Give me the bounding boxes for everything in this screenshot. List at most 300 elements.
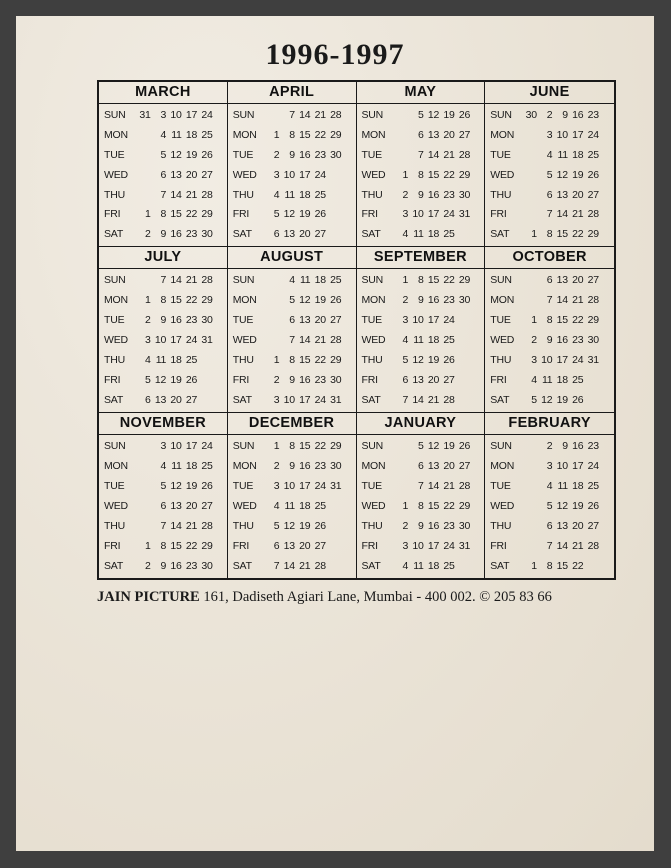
date-cell: 28 xyxy=(201,274,213,287)
date-cell: 26 xyxy=(330,294,342,307)
date-cell: 14 xyxy=(170,274,182,287)
date-cell: 5 xyxy=(402,353,408,366)
date-cell: 12 xyxy=(556,168,568,181)
date-cell: 3 xyxy=(546,459,553,472)
date-cell: 21 xyxy=(572,539,584,552)
date-cell: 9 xyxy=(546,333,553,346)
date-cell: 7 xyxy=(289,333,295,346)
date-cell: 19 xyxy=(443,108,455,121)
date-cell: 2 xyxy=(402,188,408,201)
date-cell: 15 xyxy=(170,208,182,221)
date-cell: 9 xyxy=(289,148,295,161)
date-cell: 9 xyxy=(160,228,166,241)
date-cell: 12 xyxy=(427,108,439,121)
date-cell: 8 xyxy=(160,208,166,221)
weekday-label: THU xyxy=(361,353,383,366)
weekday-label: FRI xyxy=(361,208,378,221)
date-cell: 15 xyxy=(427,499,439,512)
date-cell: 14 xyxy=(299,333,311,346)
date-cell: 3 xyxy=(144,333,151,346)
date-cell: 23 xyxy=(443,294,455,307)
date-cell: 17 xyxy=(427,208,439,221)
date-cell: 1 xyxy=(402,168,408,181)
weekday-label: TUE xyxy=(490,479,511,492)
date-cell: 27 xyxy=(458,128,470,141)
weekday-label: SUN xyxy=(104,439,126,452)
weekday-label: TUE xyxy=(361,314,382,327)
date-cell: 19 xyxy=(299,519,311,532)
date-cell: 6 xyxy=(402,373,408,386)
date-cell: 21 xyxy=(314,333,326,346)
date-cell: 28 xyxy=(587,208,599,221)
date-cell: 5 xyxy=(417,108,424,121)
date-cell: 2 xyxy=(531,333,537,346)
date-cell: 25 xyxy=(587,148,599,161)
date-cell: 20 xyxy=(299,539,311,552)
date-cell: 12 xyxy=(427,439,439,452)
date-cell: 19 xyxy=(572,168,584,181)
date-cell: 26 xyxy=(587,168,599,181)
weekday-label: TUE xyxy=(361,479,382,492)
date-cell: 10 xyxy=(170,439,182,452)
date-cell: 30 xyxy=(330,373,342,386)
weekday-label: THU xyxy=(490,188,512,201)
weekday-label: SUN xyxy=(232,108,255,121)
weekday-label: WED xyxy=(361,168,386,181)
date-cell: 12 xyxy=(556,499,568,512)
weekday-label: SUN xyxy=(490,274,512,287)
date-cell: 16 xyxy=(427,294,439,307)
date-cell: 7 xyxy=(546,208,553,221)
date-cell: 10 xyxy=(412,314,424,327)
weekday-row xyxy=(228,371,356,389)
month-block-january xyxy=(357,413,486,578)
weekday-label: WED xyxy=(232,499,257,512)
weekday-row xyxy=(228,205,356,223)
weekday-label: SUN xyxy=(232,439,255,452)
date-cell: 14 xyxy=(556,208,568,221)
date-cell: 28 xyxy=(330,108,342,121)
date-cell: 6 xyxy=(546,519,553,532)
weekday-label: SUN xyxy=(232,274,255,287)
weekday-row xyxy=(357,126,485,144)
date-cell: 13 xyxy=(556,188,568,201)
weekday-row xyxy=(228,477,356,495)
date-cell: 4 xyxy=(273,188,280,201)
weekday-row xyxy=(99,126,227,144)
weekday-label: SUN xyxy=(104,108,126,121)
date-cell: 31 xyxy=(139,108,151,121)
weekday-row xyxy=(228,106,356,124)
date-cell: 8 xyxy=(546,228,553,241)
date-cell: 25 xyxy=(587,479,599,492)
date-cell: 5 xyxy=(160,148,166,161)
date-cell: 7 xyxy=(160,274,166,287)
date-cell: 23 xyxy=(185,314,197,327)
weekday-row xyxy=(357,537,485,555)
weekday-row xyxy=(228,311,356,329)
date-cell: 3 xyxy=(531,353,537,366)
date-cell: 16 xyxy=(556,333,568,346)
date-cell: 9 xyxy=(160,314,166,327)
weekday-label: WED xyxy=(361,499,386,512)
date-cell: 18 xyxy=(572,479,584,492)
date-cell: 4 xyxy=(402,333,408,346)
date-cell: 17 xyxy=(299,393,311,406)
date-cell: 10 xyxy=(283,393,295,406)
date-cell: 27 xyxy=(314,228,326,241)
weekday-row xyxy=(357,311,485,329)
date-cell: 21 xyxy=(427,393,439,406)
date-cell: 11 xyxy=(413,333,424,346)
weekday-label: SUN xyxy=(490,439,512,452)
date-cell: 20 xyxy=(185,499,197,512)
weekday-row xyxy=(357,106,485,124)
weekday-label: TUE xyxy=(104,479,125,492)
weekday-row xyxy=(357,271,485,289)
weekday-label: WED xyxy=(104,499,128,512)
date-cell: 5 xyxy=(531,393,537,406)
month-block-april xyxy=(228,82,357,247)
date-cell: 19 xyxy=(572,499,584,512)
weekday-label: MON xyxy=(490,294,515,307)
date-cell: 21 xyxy=(572,208,584,221)
date-cell: 1 xyxy=(273,353,280,366)
date-cell: 20 xyxy=(314,314,326,327)
date-cell: 27 xyxy=(458,459,470,472)
date-cell: 15 xyxy=(556,314,568,327)
date-cell: 9 xyxy=(417,188,424,201)
weekday-row xyxy=(228,186,356,204)
month-block-october xyxy=(485,247,614,412)
date-cell: 25 xyxy=(330,274,342,287)
date-cell: 11 xyxy=(557,479,568,492)
date-cell: 12 xyxy=(154,373,166,386)
date-cell: 18 xyxy=(299,499,311,512)
weekday-row xyxy=(357,146,485,164)
weekday-row xyxy=(228,557,356,575)
month-name: JULY xyxy=(99,247,227,269)
date-cell: 10 xyxy=(283,168,295,181)
date-cell: 14 xyxy=(283,559,295,572)
date-cell: 22 xyxy=(185,294,197,307)
date-cell: 2 xyxy=(144,559,151,572)
date-cell: 18 xyxy=(314,274,326,287)
weekday-row xyxy=(99,106,227,124)
date-cell: 1 xyxy=(144,539,151,552)
date-cell: 8 xyxy=(289,128,295,141)
date-cell: 1 xyxy=(531,228,537,241)
date-cell: 22 xyxy=(314,353,326,366)
weekday-row xyxy=(99,437,227,455)
date-cell: 4 xyxy=(273,499,280,512)
weekday-row xyxy=(99,291,227,309)
date-cell: 4 xyxy=(531,373,537,386)
date-cell: 12 xyxy=(283,519,295,532)
date-cell: 25 xyxy=(314,499,326,512)
date-cell: 23 xyxy=(314,459,326,472)
date-cell: 6 xyxy=(160,499,166,512)
date-cell: 2 xyxy=(546,108,553,121)
date-cell: 16 xyxy=(572,439,584,452)
date-cell: 26 xyxy=(458,439,470,452)
date-cell: 15 xyxy=(556,228,568,241)
weekday-label: WED xyxy=(361,333,386,346)
publisher-name: JAIN PICTURE xyxy=(97,589,200,605)
month-block-march xyxy=(99,82,228,247)
date-cell: 29 xyxy=(330,353,342,366)
weekday-label: THU xyxy=(361,188,383,201)
date-cell: 11 xyxy=(284,188,295,201)
date-cell: 17 xyxy=(185,439,197,452)
date-cell: 20 xyxy=(572,274,584,287)
weekday-row xyxy=(485,331,614,349)
date-cell: 21 xyxy=(443,148,455,161)
date-cell: 21 xyxy=(185,274,197,287)
weekday-row xyxy=(228,146,356,164)
date-cell: 5 xyxy=(160,479,166,492)
weekday-label: SAT xyxy=(232,393,252,406)
weekday-label: WED xyxy=(490,168,515,181)
date-cell: 29 xyxy=(587,314,599,327)
date-cell: 8 xyxy=(160,294,166,307)
date-cell: 11 xyxy=(413,559,424,572)
weekday-label: MON xyxy=(104,294,128,307)
weekday-label: SAT xyxy=(490,393,510,406)
date-cell: 8 xyxy=(289,353,295,366)
date-cell: 24 xyxy=(185,333,197,346)
date-cell: 19 xyxy=(427,353,439,366)
month-name: FEBRUARY xyxy=(485,413,614,435)
date-cell: 16 xyxy=(170,559,182,572)
date-cell: 14 xyxy=(170,188,182,201)
date-cell: 16 xyxy=(572,108,584,121)
calendar-card xyxy=(16,16,654,851)
date-cell: 26 xyxy=(185,373,197,386)
weekday-label: MON xyxy=(361,459,386,472)
date-cell: 24 xyxy=(201,108,213,121)
weekday-row xyxy=(485,517,614,535)
date-cell: 7 xyxy=(546,294,553,307)
date-cell: 29 xyxy=(458,274,470,287)
weekday-label: WED xyxy=(232,333,257,346)
weekday-row xyxy=(357,477,485,495)
date-cell: 23 xyxy=(314,148,326,161)
weekday-row xyxy=(99,311,227,329)
weekday-label: MON xyxy=(490,128,515,141)
date-cell: 23 xyxy=(587,439,599,452)
month-name: MAY xyxy=(357,82,485,104)
date-cell: 30 xyxy=(458,188,470,201)
date-cell: 6 xyxy=(144,393,151,406)
weekday-label: FRI xyxy=(104,208,121,221)
date-cell: 16 xyxy=(427,519,439,532)
date-cell: 2 xyxy=(144,228,151,241)
weekday-row xyxy=(99,166,227,184)
weekday-label: WED xyxy=(490,333,515,346)
date-cell: 29 xyxy=(201,294,213,307)
date-cell: 18 xyxy=(299,188,311,201)
date-cell: 14 xyxy=(427,148,439,161)
date-cell: 12 xyxy=(283,208,295,221)
date-cell: 3 xyxy=(160,439,166,452)
date-cell: 18 xyxy=(427,228,439,241)
date-cell: 22 xyxy=(572,228,584,241)
month-block-august xyxy=(228,247,357,412)
weekday-label: SAT xyxy=(232,559,252,572)
date-cell: 27 xyxy=(185,393,197,406)
date-cell: 8 xyxy=(546,559,553,572)
date-cell: 5 xyxy=(289,294,295,307)
date-cell: 1 xyxy=(144,294,151,307)
weekday-row xyxy=(99,371,227,389)
date-cell: 10 xyxy=(283,479,295,492)
date-cell: 14 xyxy=(299,108,311,121)
date-cell: 2 xyxy=(402,519,408,532)
weekday-label: TUE xyxy=(490,314,511,327)
weekday-row xyxy=(99,351,227,369)
weekday-row xyxy=(99,205,227,223)
date-cell: 25 xyxy=(443,228,455,241)
date-cell: 9 xyxy=(289,373,295,386)
date-cell: 23 xyxy=(443,519,455,532)
month-name: APRIL xyxy=(228,82,356,104)
date-cell: 16 xyxy=(170,314,182,327)
date-cell: 19 xyxy=(170,373,182,386)
weekday-label: FRI xyxy=(232,208,250,221)
month-block-december xyxy=(228,413,357,578)
weekday-label: THU xyxy=(232,353,254,366)
date-cell: 2 xyxy=(546,439,553,452)
date-cell: 1 xyxy=(273,439,280,452)
weekday-label: MON xyxy=(104,128,128,141)
date-cell: 31 xyxy=(330,393,342,406)
date-cell: 13 xyxy=(412,373,424,386)
date-cell: 13 xyxy=(283,539,295,552)
date-cell: 20 xyxy=(185,168,197,181)
date-cell: 21 xyxy=(299,559,311,572)
date-cell: 24 xyxy=(443,208,455,221)
date-cell: 22 xyxy=(572,559,584,572)
weekday-label: MON xyxy=(361,128,386,141)
date-cell: 2 xyxy=(402,294,408,307)
weekday-row xyxy=(357,517,485,535)
date-cell: 28 xyxy=(587,539,599,552)
date-cell: 18 xyxy=(427,333,439,346)
weekday-row xyxy=(228,291,356,309)
date-cell: 5 xyxy=(417,439,424,452)
weekday-row xyxy=(485,205,614,223)
date-cell: 27 xyxy=(314,539,326,552)
date-cell: 9 xyxy=(289,459,295,472)
date-cell: 11 xyxy=(557,148,568,161)
date-cell: 16 xyxy=(170,228,182,241)
date-cell: 12 xyxy=(170,148,182,161)
date-cell: 12 xyxy=(299,294,311,307)
weekday-row xyxy=(485,291,614,309)
weekday-row xyxy=(228,166,356,184)
weekday-row xyxy=(228,331,356,349)
date-cell: 7 xyxy=(402,393,408,406)
date-cell: 16 xyxy=(299,373,311,386)
date-cell: 24 xyxy=(201,439,213,452)
weekday-row xyxy=(357,391,485,409)
date-cell: 30 xyxy=(525,108,537,121)
date-cell: 17 xyxy=(170,333,182,346)
date-cell: 21 xyxy=(314,108,326,121)
date-cell: 15 xyxy=(170,539,182,552)
weekday-row xyxy=(99,557,227,575)
date-cell: 26 xyxy=(458,108,470,121)
date-cell: 8 xyxy=(289,439,295,452)
date-cell: 24 xyxy=(587,459,599,472)
weekday-row xyxy=(228,497,356,515)
date-cell: 17 xyxy=(299,168,311,181)
date-cell: 6 xyxy=(546,188,553,201)
date-cell: 4 xyxy=(402,228,408,241)
weekday-label: SAT xyxy=(104,559,124,572)
date-cell: 23 xyxy=(572,333,584,346)
weekday-row xyxy=(99,146,227,164)
weekday-label: FRI xyxy=(232,539,250,552)
date-cell: 8 xyxy=(417,274,424,287)
date-cell: 19 xyxy=(185,148,197,161)
date-cell: 25 xyxy=(572,373,584,386)
date-cell: 19 xyxy=(556,393,568,406)
date-cell: 23 xyxy=(587,108,599,121)
date-cell: 13 xyxy=(170,168,182,181)
weekday-label: TUE xyxy=(104,314,125,327)
weekday-row xyxy=(357,225,485,243)
date-cell: 28 xyxy=(201,188,213,201)
month-block-may xyxy=(357,82,486,247)
weekday-row xyxy=(357,331,485,349)
weekday-label: WED xyxy=(104,168,128,181)
date-cell: 20 xyxy=(299,228,311,241)
date-cell: 3 xyxy=(160,108,166,121)
date-cell: 15 xyxy=(556,559,568,572)
month-name: MARCH xyxy=(99,82,227,104)
date-cell: 22 xyxy=(314,128,326,141)
month-block-july xyxy=(99,247,228,412)
weekday-row xyxy=(228,517,356,535)
month-name: DECEMBER xyxy=(228,413,356,435)
weekday-label: MON xyxy=(232,294,257,307)
month-name: NOVEMBER xyxy=(99,413,227,435)
date-cell: 1 xyxy=(531,314,537,327)
date-cell: 15 xyxy=(299,439,311,452)
weekday-label: SUN xyxy=(104,274,126,287)
date-cell: 5 xyxy=(273,519,280,532)
date-cell: 2 xyxy=(273,148,280,161)
date-cell: 18 xyxy=(185,128,197,141)
date-cell: 10 xyxy=(412,539,424,552)
date-cell: 2 xyxy=(144,314,151,327)
date-cell: 15 xyxy=(299,353,311,366)
date-cell: 26 xyxy=(587,499,599,512)
weekday-label: FRI xyxy=(490,373,507,386)
date-cell: 24 xyxy=(314,479,326,492)
date-cell: 20 xyxy=(443,128,455,141)
weekday-row xyxy=(485,271,614,289)
date-cell: 14 xyxy=(556,294,568,307)
date-cell: 23 xyxy=(185,559,197,572)
weekday-label: MON xyxy=(104,459,128,472)
date-cell: 13 xyxy=(556,274,568,287)
weekday-row xyxy=(228,126,356,144)
weekday-row xyxy=(99,517,227,535)
date-cell: 7 xyxy=(417,148,424,161)
